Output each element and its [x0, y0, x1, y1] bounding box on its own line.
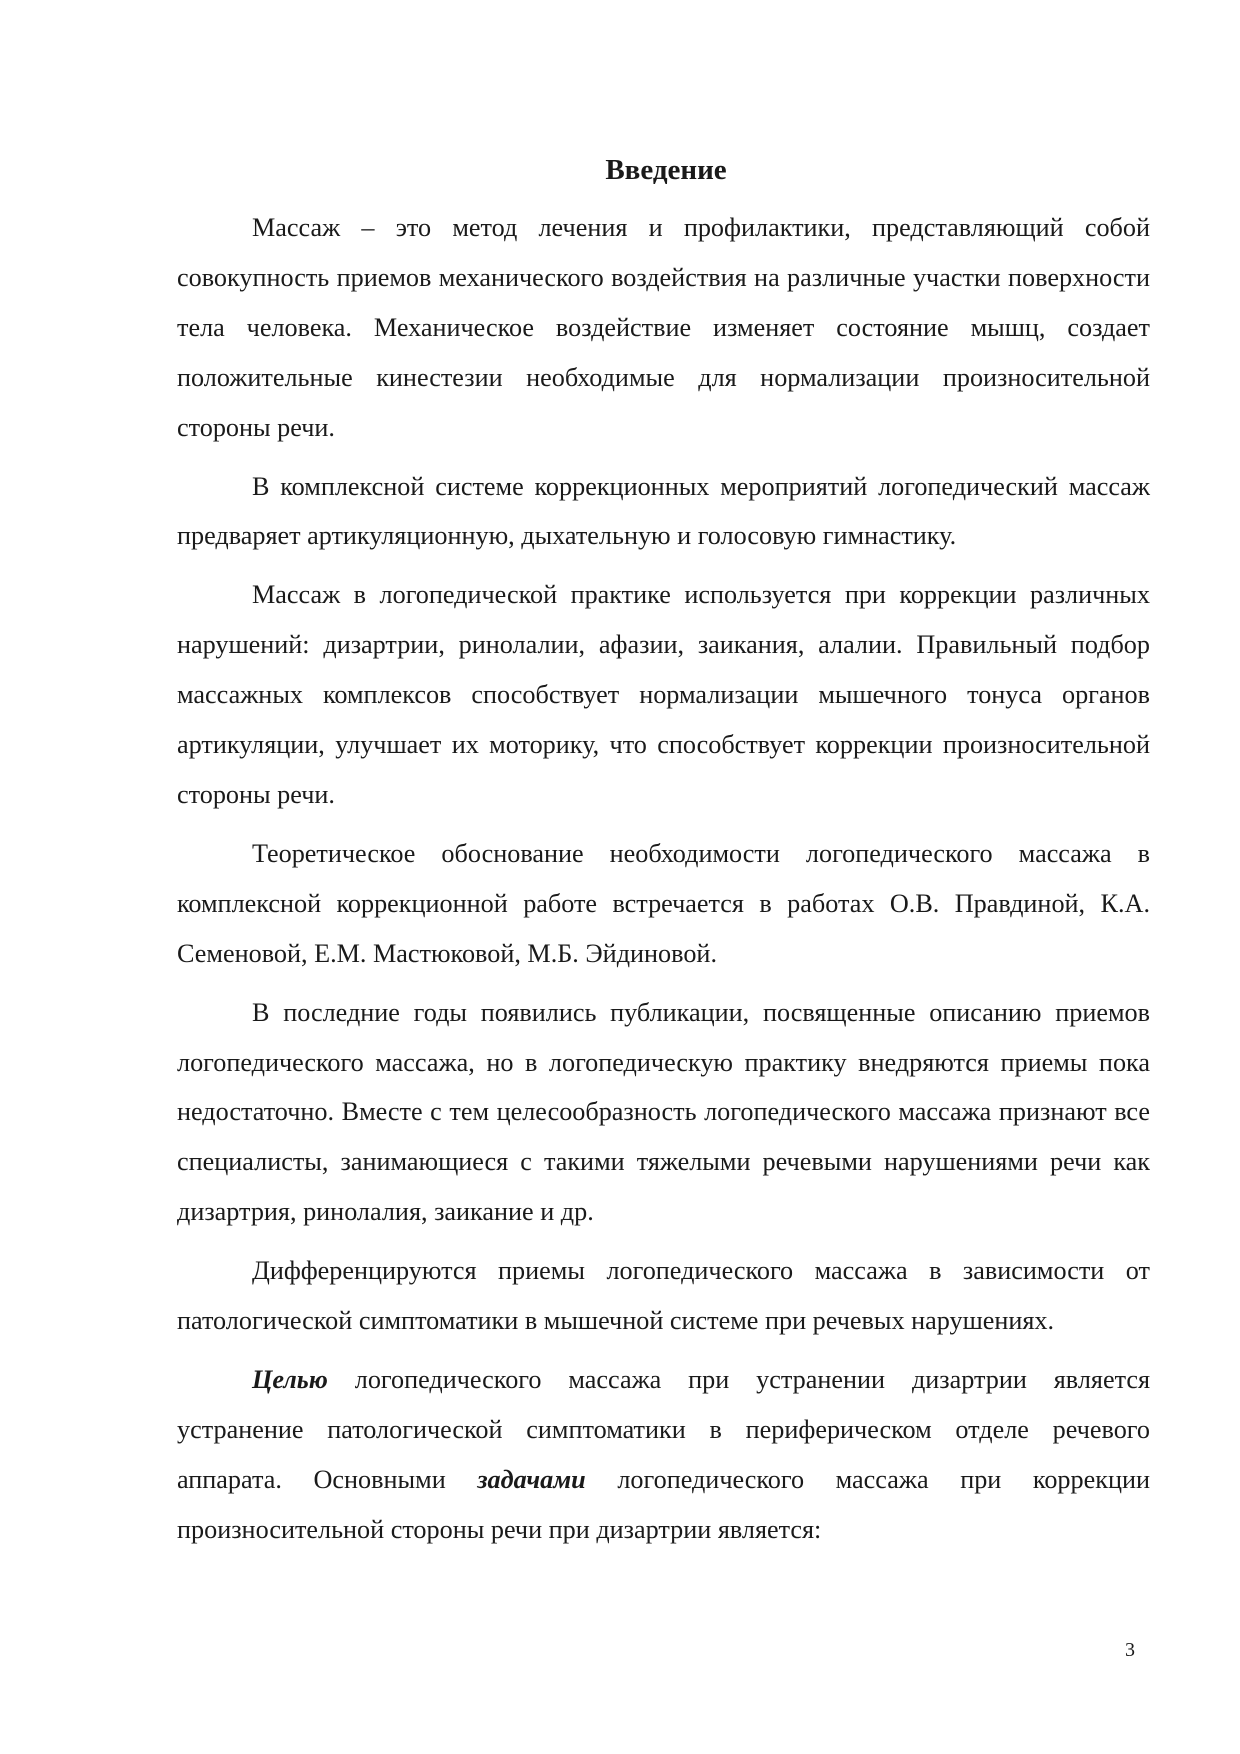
- tasks-text: логопедического массажа при коррекции произносительной стороны речи при дизартрии является:: [177, 1464, 1150, 1544]
- page-number: 3: [1125, 1639, 1135, 1661]
- paragraph-theoretical-basis: Теоретическое обоснование необходимости логопедического массажа в комплексной коррекционной работе встречается в работах О.В. Правдиной, К.А. Семеновой, Е.М. Мастюковой, М.Б. Эйдиновой.: [177, 838, 1150, 968]
- paragraph-recent-publications: В последние годы появились публикации, посвященные описанию приемов логопедического массажа, но в логопедическую практику внедряются приемы пока недостаточно. Вместе с тем целесообразность логопедического массажа признают все специалисты, занимающиеся с такими тяжелыми речевыми нарушениями речи как дизартрия, ринолалия, заикание и др.: [177, 997, 1150, 1227]
- paragraph-correction-system: В комплексной системе коррекционных мероприятий логопедический массаж предваряет артикуляционную, дыхательную и голосовую гимнастику.: [177, 471, 1150, 551]
- paragraph-massage-definition: Массаж – это метод лечения и профилактики, представляющий собой совокупность приемов механического воздействия на различные участки поверхности тела человека. Механическое воздействие изменяет состояние мышц, создает положительные кинестезии необходимые для нормализации произносительной стороны речи.: [177, 213, 1150, 442]
- document-body: [177, 203, 1150, 1564]
- paragraph-differentiation: Дифференцируются приемы логопедического массажа в зависимости от патологической симптоматики в мышечной системе при речевых нарушениях.: [177, 1256, 1150, 1336]
- emphasis-tasks: задачами: [477, 1464, 586, 1494]
- paragraph-speech-disorders: Массаж в логопедической практике используется при коррекции различных нарушений: дизартрии, ринолалии, афазии, заикания, алалии. Правильный подбор массажных комплексов способствует нормализации мышечного тонуса органов артикуляции, улучшает их моторику, что способствует коррекции произносительной стороны речи.: [177, 580, 1150, 809]
- page-title: Введение: [605, 154, 727, 186]
- goal-text: логопедического массажа при устранении дизартрии является устранение патологической симптоматики в периферическом отделе речевого аппарата. Основными: [177, 1364, 1150, 1494]
- emphasis-goal: Целью: [252, 1364, 328, 1394]
- paragraph-goal-and-tasks: [177, 1355, 1150, 1555]
